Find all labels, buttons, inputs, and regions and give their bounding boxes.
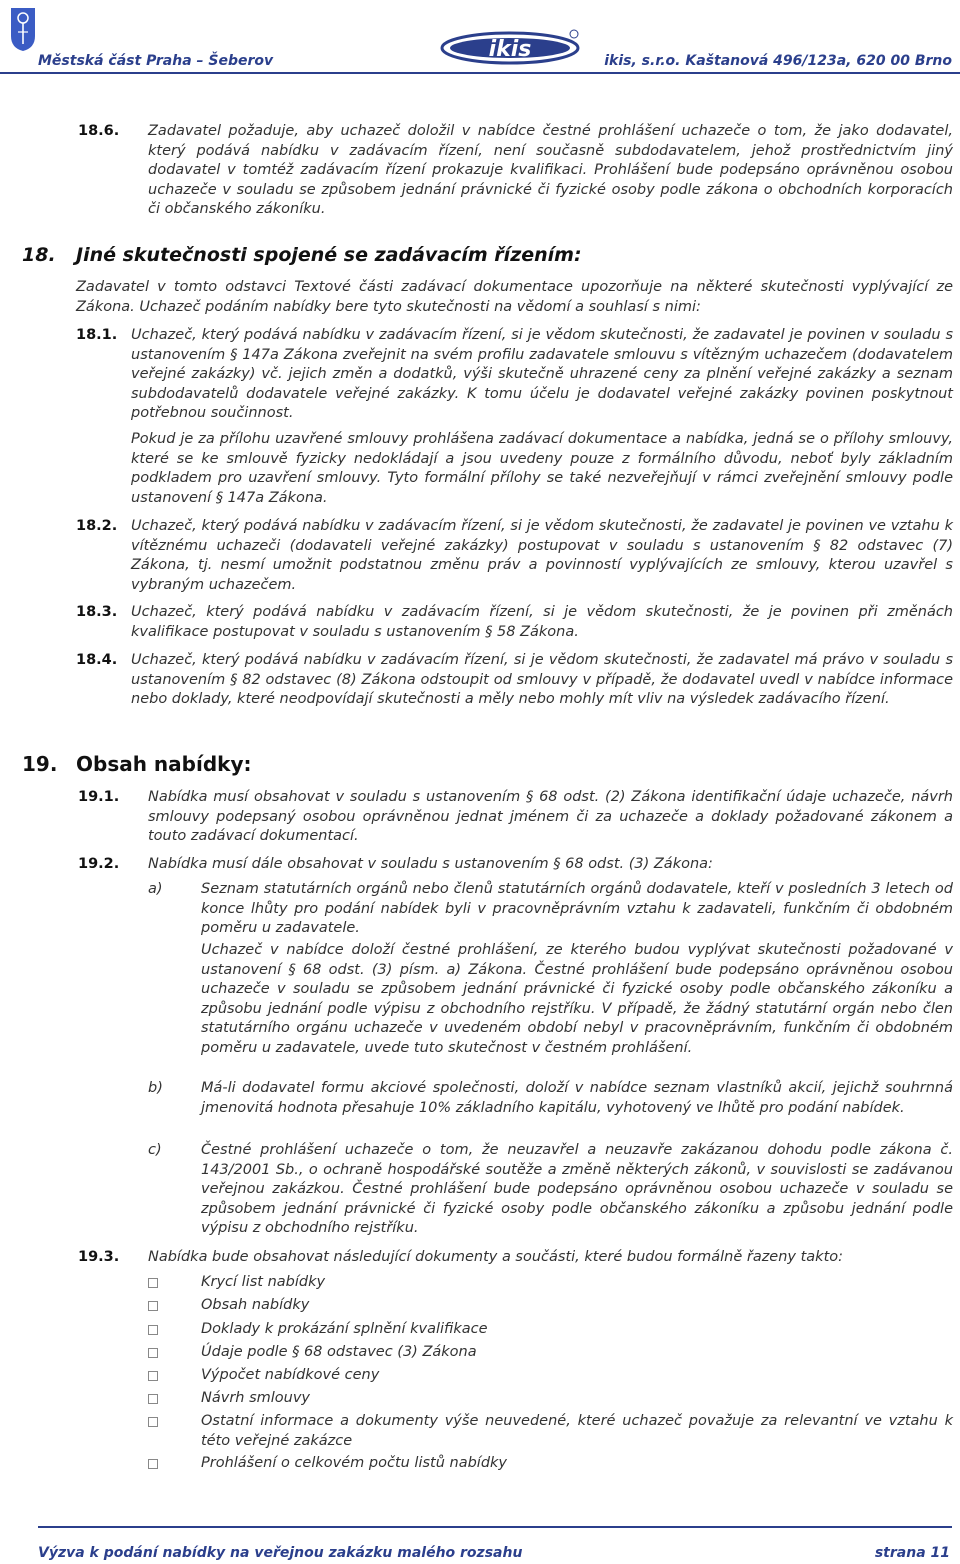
checkbox-icon <box>148 1417 158 1427</box>
section-number-18-3: 18.3. <box>76 604 118 620</box>
section-number-18-2: 18.2. <box>76 518 118 534</box>
paragraph-18-2: Uchazeč, který podává nabídku v zadávacím řízení, si je vědom skutečnosti, že zadavatel je povinen ve vztahu k vítěznému uchazeči (dodavateli veřejné zakázky) postupovat v souladu s ustanovením § 82 odstavec (7) Zákona, tj. nesmí umožnit podstatnou změnu práv a povinností vyplývajících ze smlouvy, kterou uzavřel s vybraným uchazečem. <box>131 518 953 593</box>
section-number-19-3: 19.3. <box>78 1249 120 1265</box>
paragraph-18-1-b: Pokud je za přílohu uzavřené smlouvy prohlášena zadávací dokumentace a nabídka, jedná se o přílohy smlouvy, které se ke smlouvě fyzicky nedokládají a jsou uvedeny pouze z formálního důvodu, neboť byly základním podkladem pro uzavření smlouvy. Tyto formální přílohy se také nezveřejňují v rámci zveřejnění smlouvy podle ustanovení § 147a Zákona. <box>131 431 953 506</box>
paragraph-19-1: Nabídka musí obsahovat v souladu s ustanovením § 68 odst. (2) Zákona identifikační údaje uchazeče, návrh smlouvy podepsaný osobou oprávněnou jednat jménem či za uchazeče a doklady požadované zákonem a touto zadávací dokumentací. <box>148 789 953 844</box>
header-rule <box>0 72 960 74</box>
paragraph-18-4: Uchazeč, který podává nabídku v zadávacím řízení, si je vědom skutečnosti, že zadavatel má právo v souladu s ustanovením § 82 odstavec (8) Zákona odstoupit od smlouvy v případě, že dodavatel uvedl v nabídce informace nebo doklady, které neodpovídají skutečnosti a měly nebo mohly mít vliv na výsledek zadávacího řízení. <box>131 652 953 707</box>
checkbox-icon <box>148 1348 158 1358</box>
paragraph-19-2-a: Seznam statutárních orgánů nebo členů statutárních orgánů dodavatele, kteří v posledních 3 letech od konce lhůty pro podání nabídek byli v pracovněprávním vztahu k zadavateli, funkčním či obdobném poměru u zadavatele. <box>201 881 953 936</box>
paragraph-19-2: Nabídka musí dále obsahovat v souladu s ustanovením § 68 odst. (3) Zákona: <box>148 856 713 872</box>
list-item: Ostatní informace a dokumenty výše neuvedené, které uchazeč považuje za relevantní ve vztahu k této veřejné zakázce <box>148 1412 953 1452</box>
checkbox-icon <box>148 1301 158 1311</box>
section-number-19: 19. <box>22 752 58 776</box>
checkbox-icon <box>148 1394 158 1404</box>
ikis-logo <box>440 28 580 68</box>
section-number-18-4: 18.4. <box>76 652 118 668</box>
page-number: strana 11 <box>874 1545 950 1561</box>
checkbox-icon <box>148 1325 158 1335</box>
paragraph-18-3: Uchazeč, který podává nabídku v zadávacím řízení, si je vědom skutečnosti, že je povinen při změnách kvalifikace postupovat v souladu s ustanovením § 58 Zákona. <box>131 604 953 640</box>
logo-text: ikis <box>488 37 532 62</box>
section-number-18: 18. <box>22 244 56 266</box>
paragraph-19-2-b: Má-li dodavatel formu akciové společnosti, doloží v nabídce seznam vlastníků akcií, jejichž souhrnná jmenovitá hodnota přesahuje 10% základního kapitálu, vyhotovený ve lhůtě pro podání nabídek. <box>201 1080 953 1116</box>
section-number-19-2: 19.2. <box>78 856 120 872</box>
item-label-a: a) <box>148 881 163 897</box>
org-name: Městská část Praha – Šeberov <box>38 53 274 69</box>
section-title-19: Obsah nabídky: <box>76 752 252 776</box>
paragraph-19-2-a-2: Uchazeč v nabídce doloží čestné prohlášení, ze kterého budou vyplývat skutečnosti požadované v ustanovení § 68 odst. (3) písm. a) Zákona. Čestné prohlášení bude podepsáno oprávněnou osobou uchazeče v souladu se způsobem jednání právnické či fyzické osoby podle občanského zákoníku a způsobu jednání podle výpisu z obchodního rejstříku. V případě, že žádný statutární orgán nebo člen statutárního orgánu uchazeče v uvedeném období nebyl v pracovněprávním, funkčním či obdobném poměru u zadavatele, uvede tuto skutečnost v čestném prohlášení. <box>201 942 953 1056</box>
footer-title: Výzva k podání nabídky na veřejnou zakázku malého rozsahu <box>38 1545 523 1561</box>
checkbox-icon <box>148 1459 158 1469</box>
section-number-18-6: 18.6. <box>78 123 120 139</box>
paragraph-19-3: Nabídka bude obsahovat následující dokumenty a součásti, které budou formálně řazeny takto: <box>148 1249 844 1265</box>
section-title-18: Jiné skutečnosti spojené se zadávacím řízením: <box>76 244 582 266</box>
item-label-b: b) <box>148 1080 163 1096</box>
checkbox-icon <box>148 1278 158 1288</box>
section-number-19-1: 19.1. <box>78 789 120 805</box>
paragraph-18-6: Zadavatel požaduje, aby uchazeč doložil v nabídce čestné prohlášení uchazeče o tom, že jako dodavatel, který podává nabídku v zadávacím řízení, není současně subdodavatelem, jehož prostřednictvím jiný dodavatel v tomtéž zadávacím řízení prokazuje kvalifikaci. Prohlášení bude podepsáno oprávněnou osobou uchazeče v souladu se způsobem jednání právnické či fyzické osoby podle zákona o obchodních korporacích či občanského zákoníku. <box>148 123 953 217</box>
company-address: ikis, s.r.o. Kaštanová 496/123a, 620 00 Brno <box>604 53 952 69</box>
checkbox-icon <box>148 1371 158 1381</box>
paragraph-18-1: Uchazeč, který podává nabídku v zadávacím řízení, si je vědom skutečnosti, že zadavatel je povinen v souladu s ustanovením § 147a Zákona zveřejnit na svém profilu zadavatele smlouvu s vítězným uchazečem (dodavatelem veřejné zakázky) vč. jejich změn a dodatků, výši skutečně uhrazené ceny za plnění veřejné zakázky a seznam subdodavatelů dodavatele veřejné zakázky. K tomu účelu je dodavatel veřejné zakázky povinen poskytnout potřebnou součinnost. <box>131 327 953 421</box>
item-label-c: c) <box>148 1142 162 1158</box>
paragraph-18-intro: Zadavatel v tomto odstavci Textové části zadávací dokumentace upozorňuje na některé skutečnosti vyplývající ze Zákona. Uchazeč podáním nabídky bere tyto skutečnosti na vědomí a souhlasí s nimi: <box>76 279 953 315</box>
paragraph-19-2-c: Čestné prohlášení uchazeče o tom, že neuzavřel a neuzavře zakázanou dohodu podle zákona č. 143/2001 Sb., o ochraně hospodářské soutěže a změně některých zákonů, v souvislosti se zadávanou veřejnou zakázkou. Čestné prohlášení bude podepsáno oprávněnou osobou uchazeče v souladu se způsobem jednání právnické či fyzické osoby podle občanského zákoníku a způsobu jednání podle výpisu z obchodního rejstříku. <box>201 1142 953 1236</box>
crest-logo <box>10 6 36 52</box>
footer-rule <box>38 1526 952 1528</box>
section-number-18-1: 18.1. <box>76 327 118 343</box>
